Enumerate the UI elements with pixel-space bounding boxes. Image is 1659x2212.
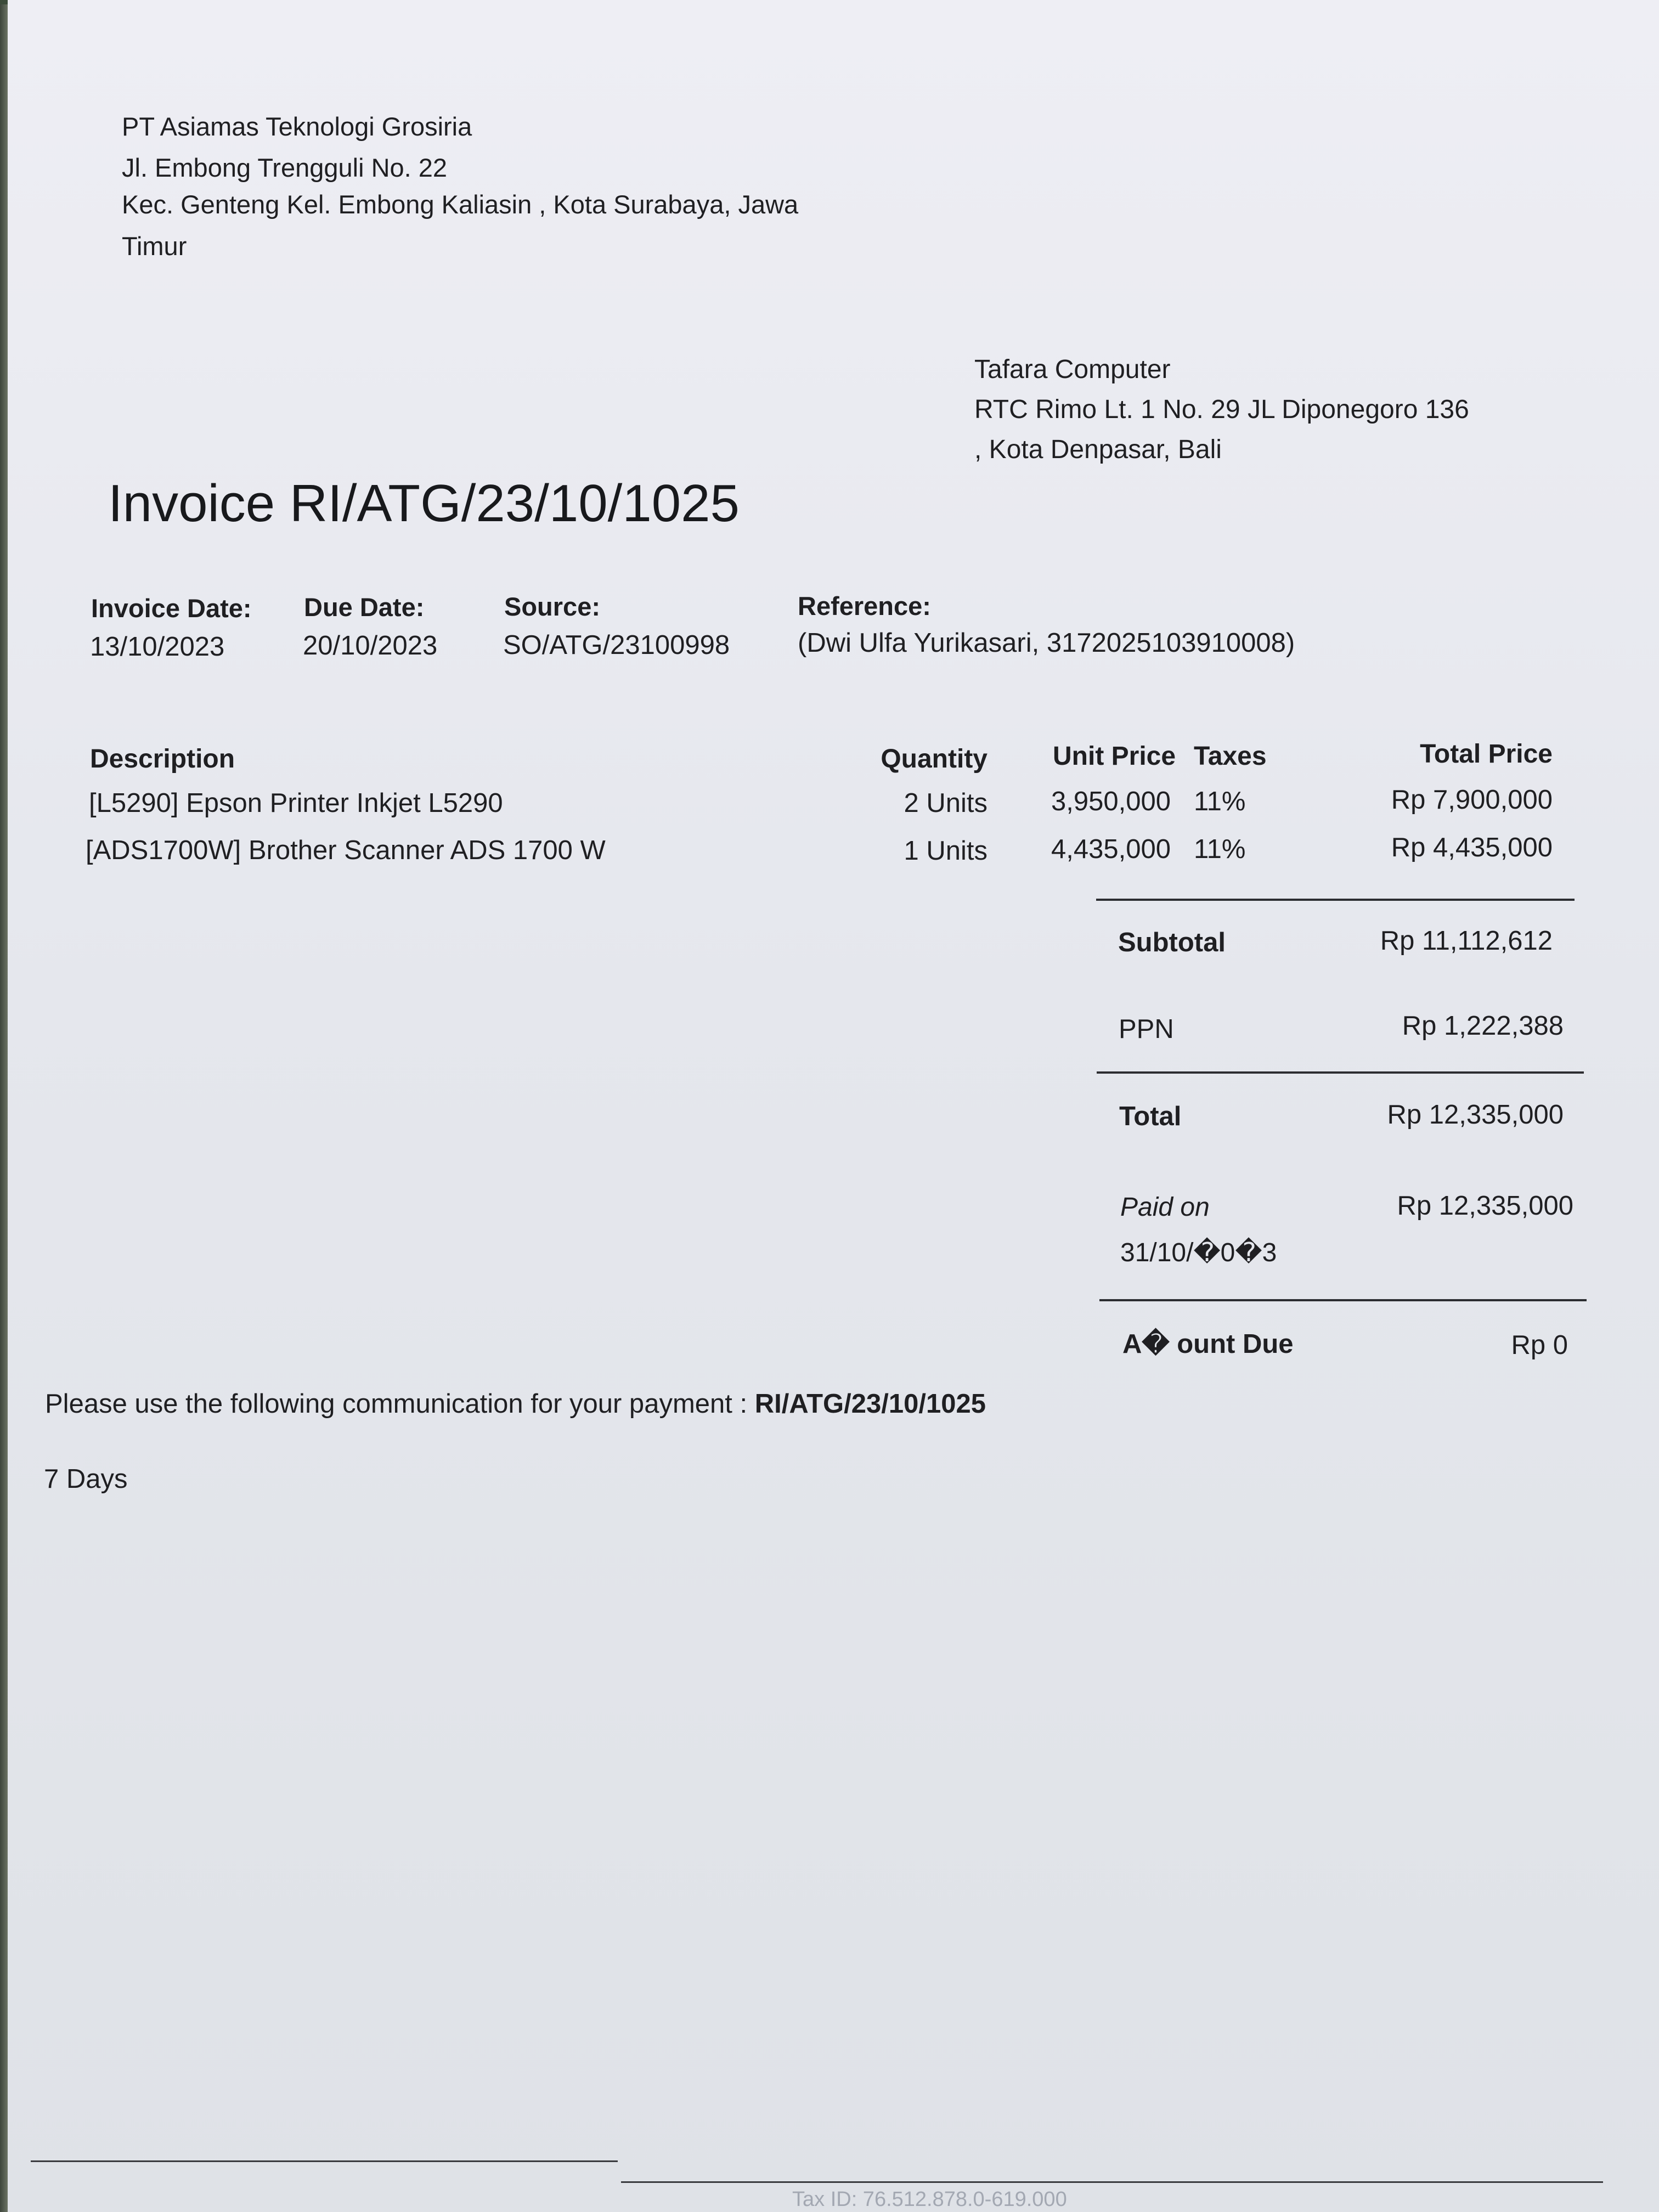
source-label: Source: (504, 592, 600, 621)
row-taxes: 11% (1194, 787, 1246, 816)
header-quantity: Quantity (881, 744, 988, 774)
company-address-line-1: Jl. Embong Trengguli No. 22 (122, 153, 448, 182)
partner-address-line-1: RTC Rimo Lt. 1 No. 29 JL Diponegoro 136 (974, 395, 1469, 424)
source-value: SO/ATG/23100998 (503, 630, 730, 660)
paid-on-label: Paid on (1120, 1193, 1210, 1222)
total-divider (1097, 1071, 1584, 1074)
payment-communication-ref: RI/ATG/23/10/1025 (754, 1389, 986, 1419)
paid-amount: Rp 12,335,000 (1397, 1191, 1573, 1221)
row-quantity: 2 Units (904, 788, 988, 818)
invoice-paper (8, 0, 1659, 2212)
row-description: [L5290] Epson Printer Inkjet L5290 (89, 788, 503, 818)
total-label: Total (1119, 1102, 1182, 1131)
payment-terms: 7 Days (44, 1464, 128, 1494)
row-taxes: 11% (1194, 834, 1246, 864)
amount-due-value: Rp 0 (1511, 1330, 1568, 1360)
header-taxes: Taxes (1194, 742, 1267, 771)
tax-value: Rp 1,222,388 (1402, 1011, 1564, 1041)
row-total-price: Rp 7,900,000 (1391, 785, 1553, 815)
amount-due-divider (1099, 1299, 1587, 1301)
payment-communication (45, 1391, 986, 1418)
footer-tax-id: Tax ID: 76.512.878.0-619.000 (792, 2188, 1067, 2211)
subtotal-label: Subtotal (1118, 928, 1226, 957)
total-value: Rp 12,335,000 (1387, 1100, 1564, 1130)
partner-address-line-2: , Kota Denpasar, Bali (974, 435, 1222, 464)
footer-rule-right (621, 2181, 1603, 2183)
header-unit-price: Unit Price (1053, 742, 1176, 771)
company-address-line-3: Timur (122, 232, 187, 261)
header-description: Description (90, 744, 235, 774)
amount-due-label: A� ount Due (1122, 1329, 1294, 1359)
row-total-price: Rp 4,435,000 (1391, 833, 1553, 862)
reference-value: (Dwi Ulfa Yurikasari, 3172025103910008) (798, 628, 1295, 658)
paid-on-date: 31/10/�0�3 (1120, 1238, 1277, 1267)
row-description: [ADS1700W] Brother Scanner ADS 1700 W (86, 836, 606, 865)
due-date-value: 20/10/2023 (303, 631, 438, 661)
invoice-title: Invoice RI/ATG/23/10/1025 (108, 474, 740, 533)
invoice-date-label: Invoice Date: (91, 594, 252, 623)
invoice-date-value: 13/10/2023 (90, 632, 225, 662)
payment-communication-text: Please use the following communication for your payment : (45, 1389, 755, 1419)
company-address-line-2: Kec. Genteng Kel. Embong Kaliasin , Kota Surabaya, Jawa (122, 190, 799, 219)
row-unit-price: 4,435,000 (1051, 834, 1171, 864)
subtotal-value: Rp 11,112,612 (1380, 926, 1553, 956)
footer-rule-left (31, 2160, 618, 2162)
row-unit-price: 3,950,000 (1051, 787, 1171, 816)
subtotal-divider (1096, 899, 1575, 901)
tax-label: PPN (1119, 1014, 1174, 1044)
company-name: PT Asiamas Teknologi Grosiria (122, 112, 472, 141)
due-date-label: Due Date: (304, 592, 425, 622)
partner-name: Tafara Computer (974, 355, 1171, 384)
reference-label: Reference: (798, 591, 931, 620)
header-total-price: Total Price (1420, 740, 1553, 769)
row-quantity: 1 Units (904, 836, 988, 866)
